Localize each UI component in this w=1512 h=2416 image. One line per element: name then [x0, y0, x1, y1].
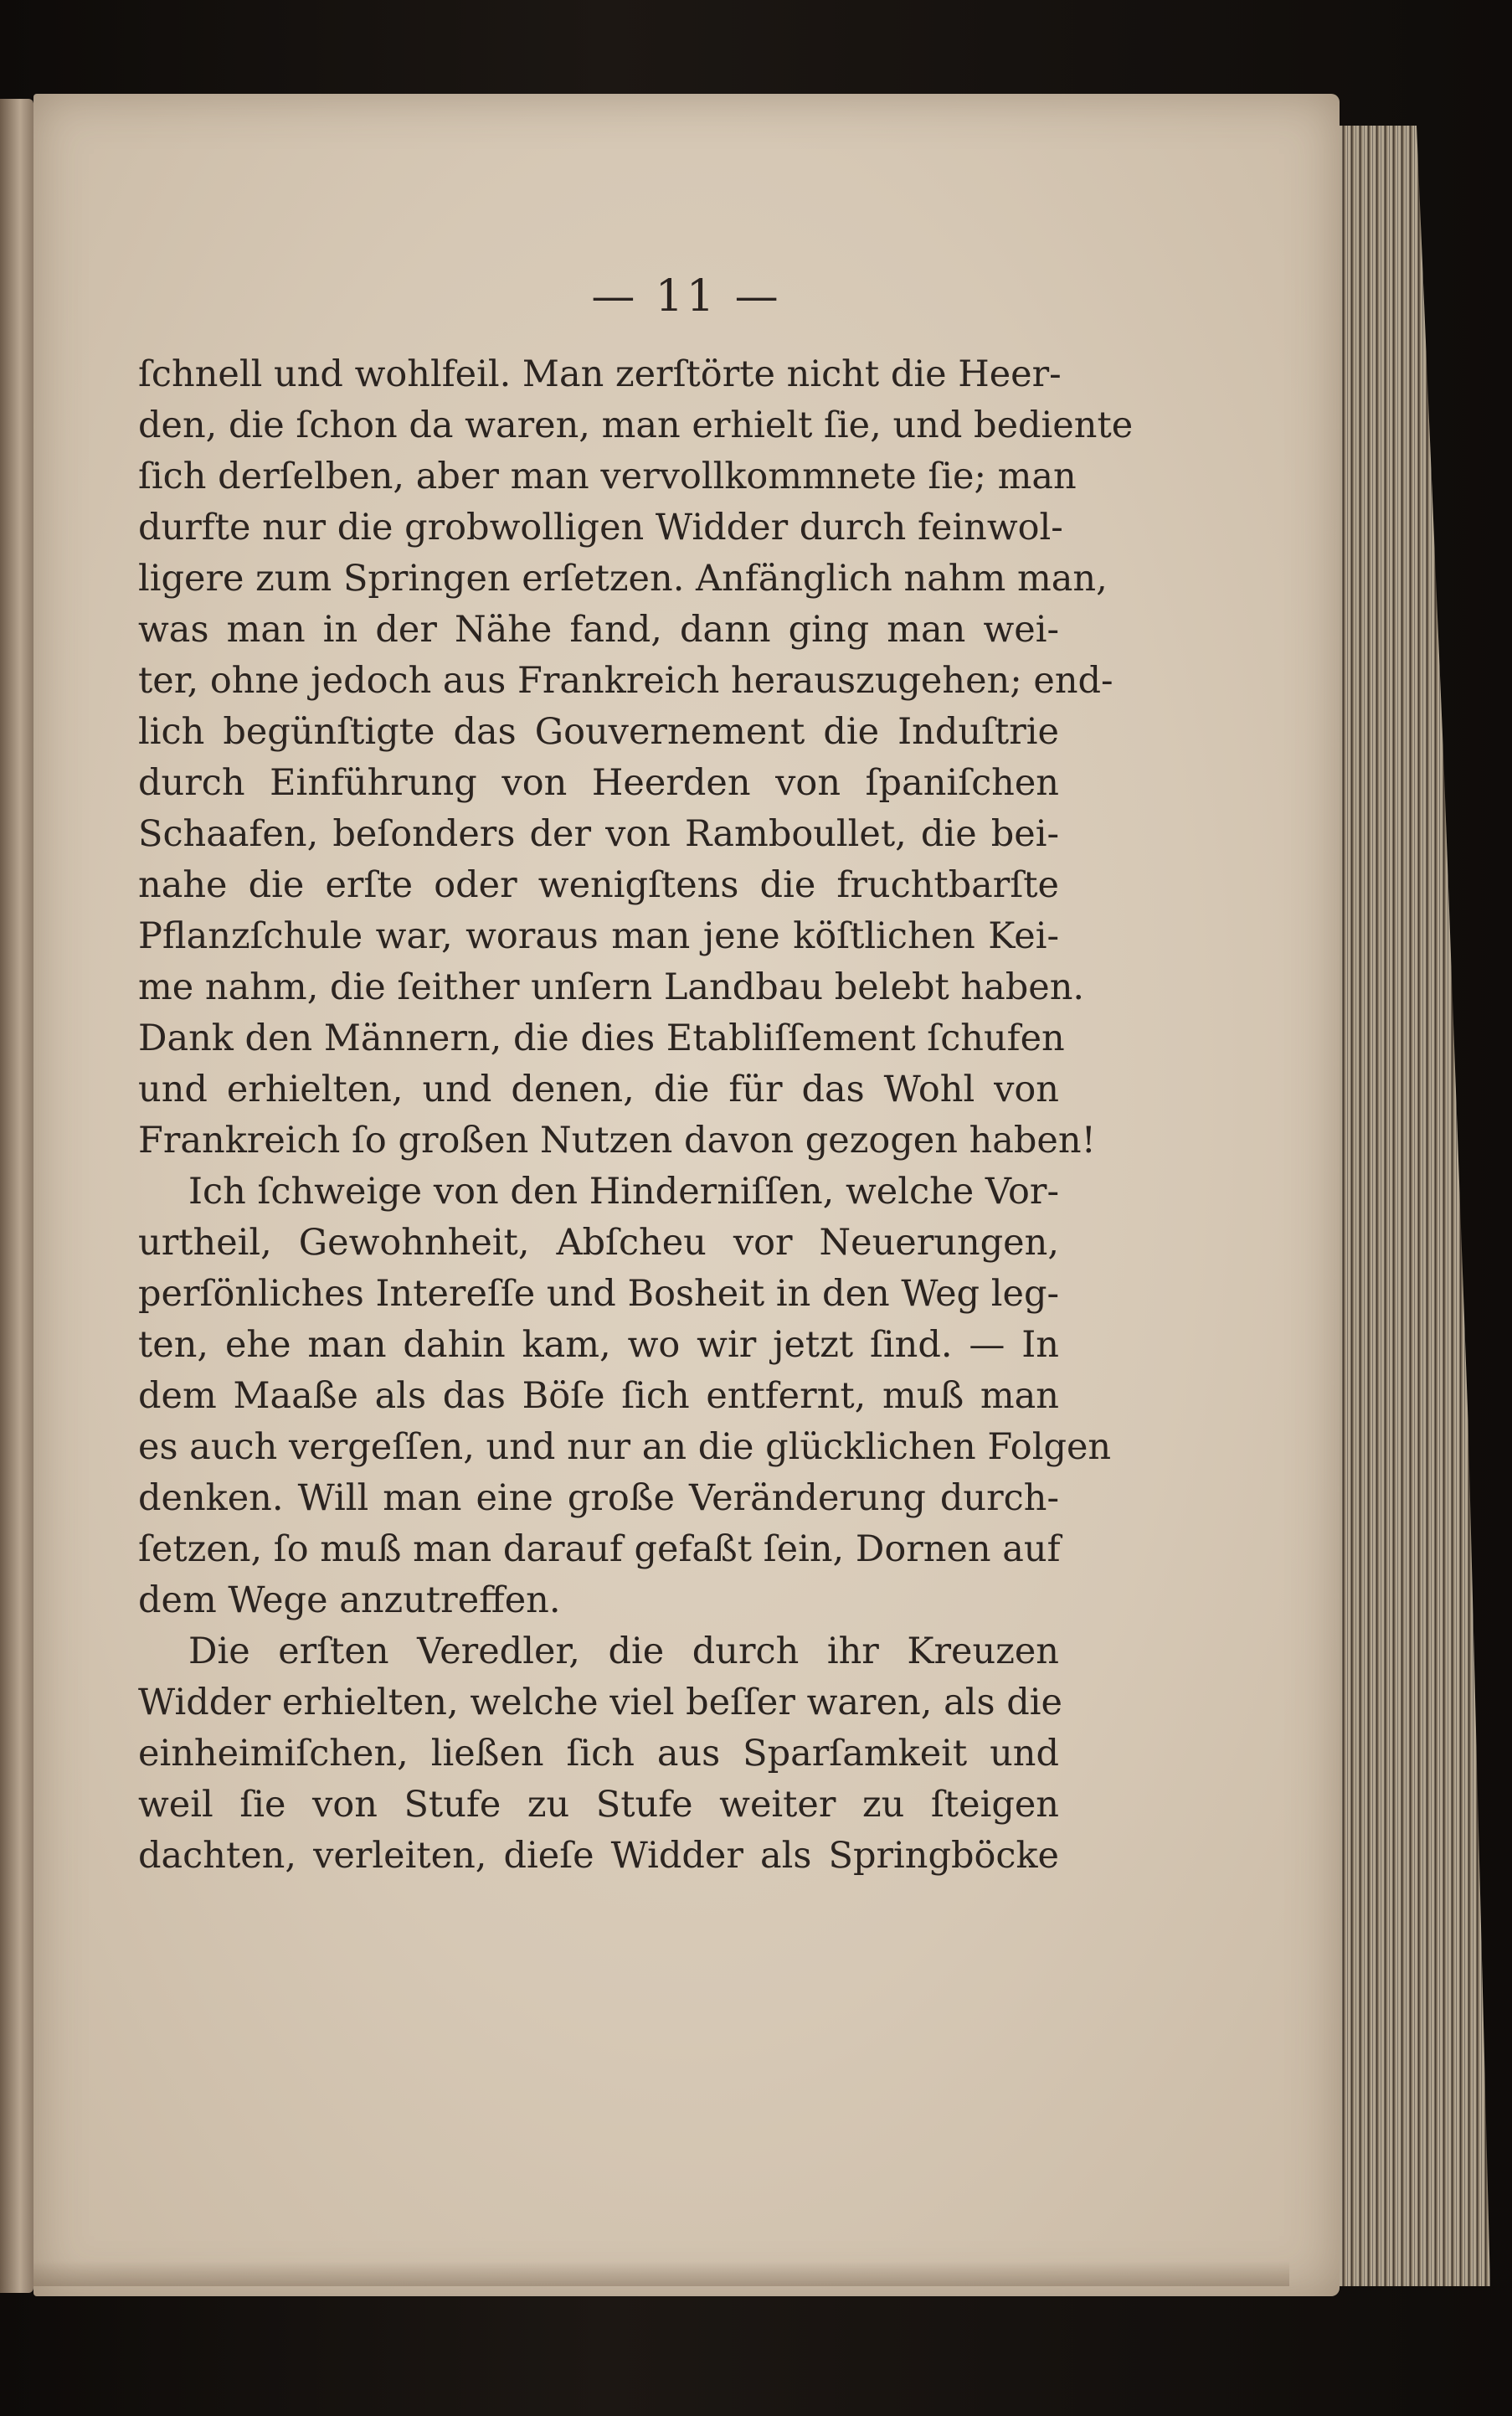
paragraph-3 — [138, 1626, 1062, 1882]
text-line: dem Maaße als das Böſe ſich entfernt, muß man — [138, 1375, 1059, 1417]
text-line: ter, ohne jedoch aus Frankreich herauszugehen; end- — [138, 660, 1113, 702]
text-line: ten, ehe man dahin kam, wo wir jetzt ſind. — In — [138, 1324, 1059, 1366]
text-line: lich begünſtigte das Gouvernement die Induſtrie — [138, 711, 1059, 753]
text-line: weil ſie von Stufe zu Stufe weiter zu ſteigen — [138, 1784, 1059, 1826]
text-line: und erhielten, und denen, die für das Wohl von — [138, 1069, 1059, 1110]
text-line: ſchnell und wohlfeil. Man zerſtörte nicht die Heer- — [138, 353, 1062, 395]
text-line: perſönliches Intereſſe und Bosheit in den Weg leg- — [138, 1273, 1059, 1315]
text-line: dem Wege anzutreffen. — [138, 1579, 561, 1621]
text-line: Ich ſchweige von den Hinderniſſen, welche Vor- — [188, 1171, 1059, 1213]
paragraph-1 — [138, 349, 1134, 1167]
text-line: durch Einführung von Heerden von ſpaniſchen — [138, 762, 1059, 804]
text-line: Frankreich ſo großen Nutzen davon gezogen haben! — [138, 1120, 1096, 1162]
text-line: Schaafen, beſonders der von Ramboullet, die bei- — [138, 813, 1059, 855]
page-number: — 11 — — [591, 271, 782, 322]
text-line: Widder erhielten, welche viel beſſer waren, als die — [138, 1682, 1062, 1723]
text-line: einheimiſchen, ließen ſich aus Sparſamkeit und — [138, 1733, 1059, 1775]
text-line: es auch vergeſſen, und nur an die glücklichen Folgen — [138, 1426, 1112, 1468]
text-line: ſich derſelben, aber man vervollkommnete ſie; man — [138, 456, 1077, 497]
body-text — [138, 349, 1134, 1882]
text-line: dachten, verleiten, dieſe Widder als Springböcke — [138, 1835, 1059, 1877]
text-line: den, die ſchon da waren, man erhielt ſie, und bediente — [138, 404, 1134, 446]
text-line: was man in der Nähe fand, dann ging man wei- — [138, 609, 1059, 651]
text-line: ligere zum Springen erſetzen. Anfänglich nahm man, — [138, 558, 1108, 600]
text-line: Dank den Männern, die dies Etabliſſement ſchufen — [138, 1017, 1065, 1059]
text-line: Die erſten Veredler, die durch ihr Kreuzen — [188, 1630, 1059, 1672]
page-bottom-stain — [33, 2261, 1289, 2286]
paragraph-2 — [138, 1167, 1112, 1626]
book-page — [33, 94, 1340, 2296]
text-line: urtheil, Gewohnheit, Abſcheu vor Neuerungen, — [138, 1222, 1059, 1264]
text-line: nahe die erſte oder wenigſtens die fruchtbarſte — [138, 864, 1059, 906]
text-line: durfte nur die grobwolligen Widder durch feinwol- — [138, 507, 1063, 549]
previous-page-edge — [0, 99, 33, 2293]
text-line: me nahm, die ſeither unſern Landbau belebt haben. — [138, 966, 1085, 1008]
text-line: denken. Will man eine große Veränderung durch- — [138, 1477, 1059, 1519]
text-line: ſetzen, ſo muß man darauf gefaßt ſein, Dornen auf — [138, 1528, 1061, 1570]
text-line: Pflanzſchule war, woraus man jene köſtlichen Kei- — [138, 915, 1059, 957]
